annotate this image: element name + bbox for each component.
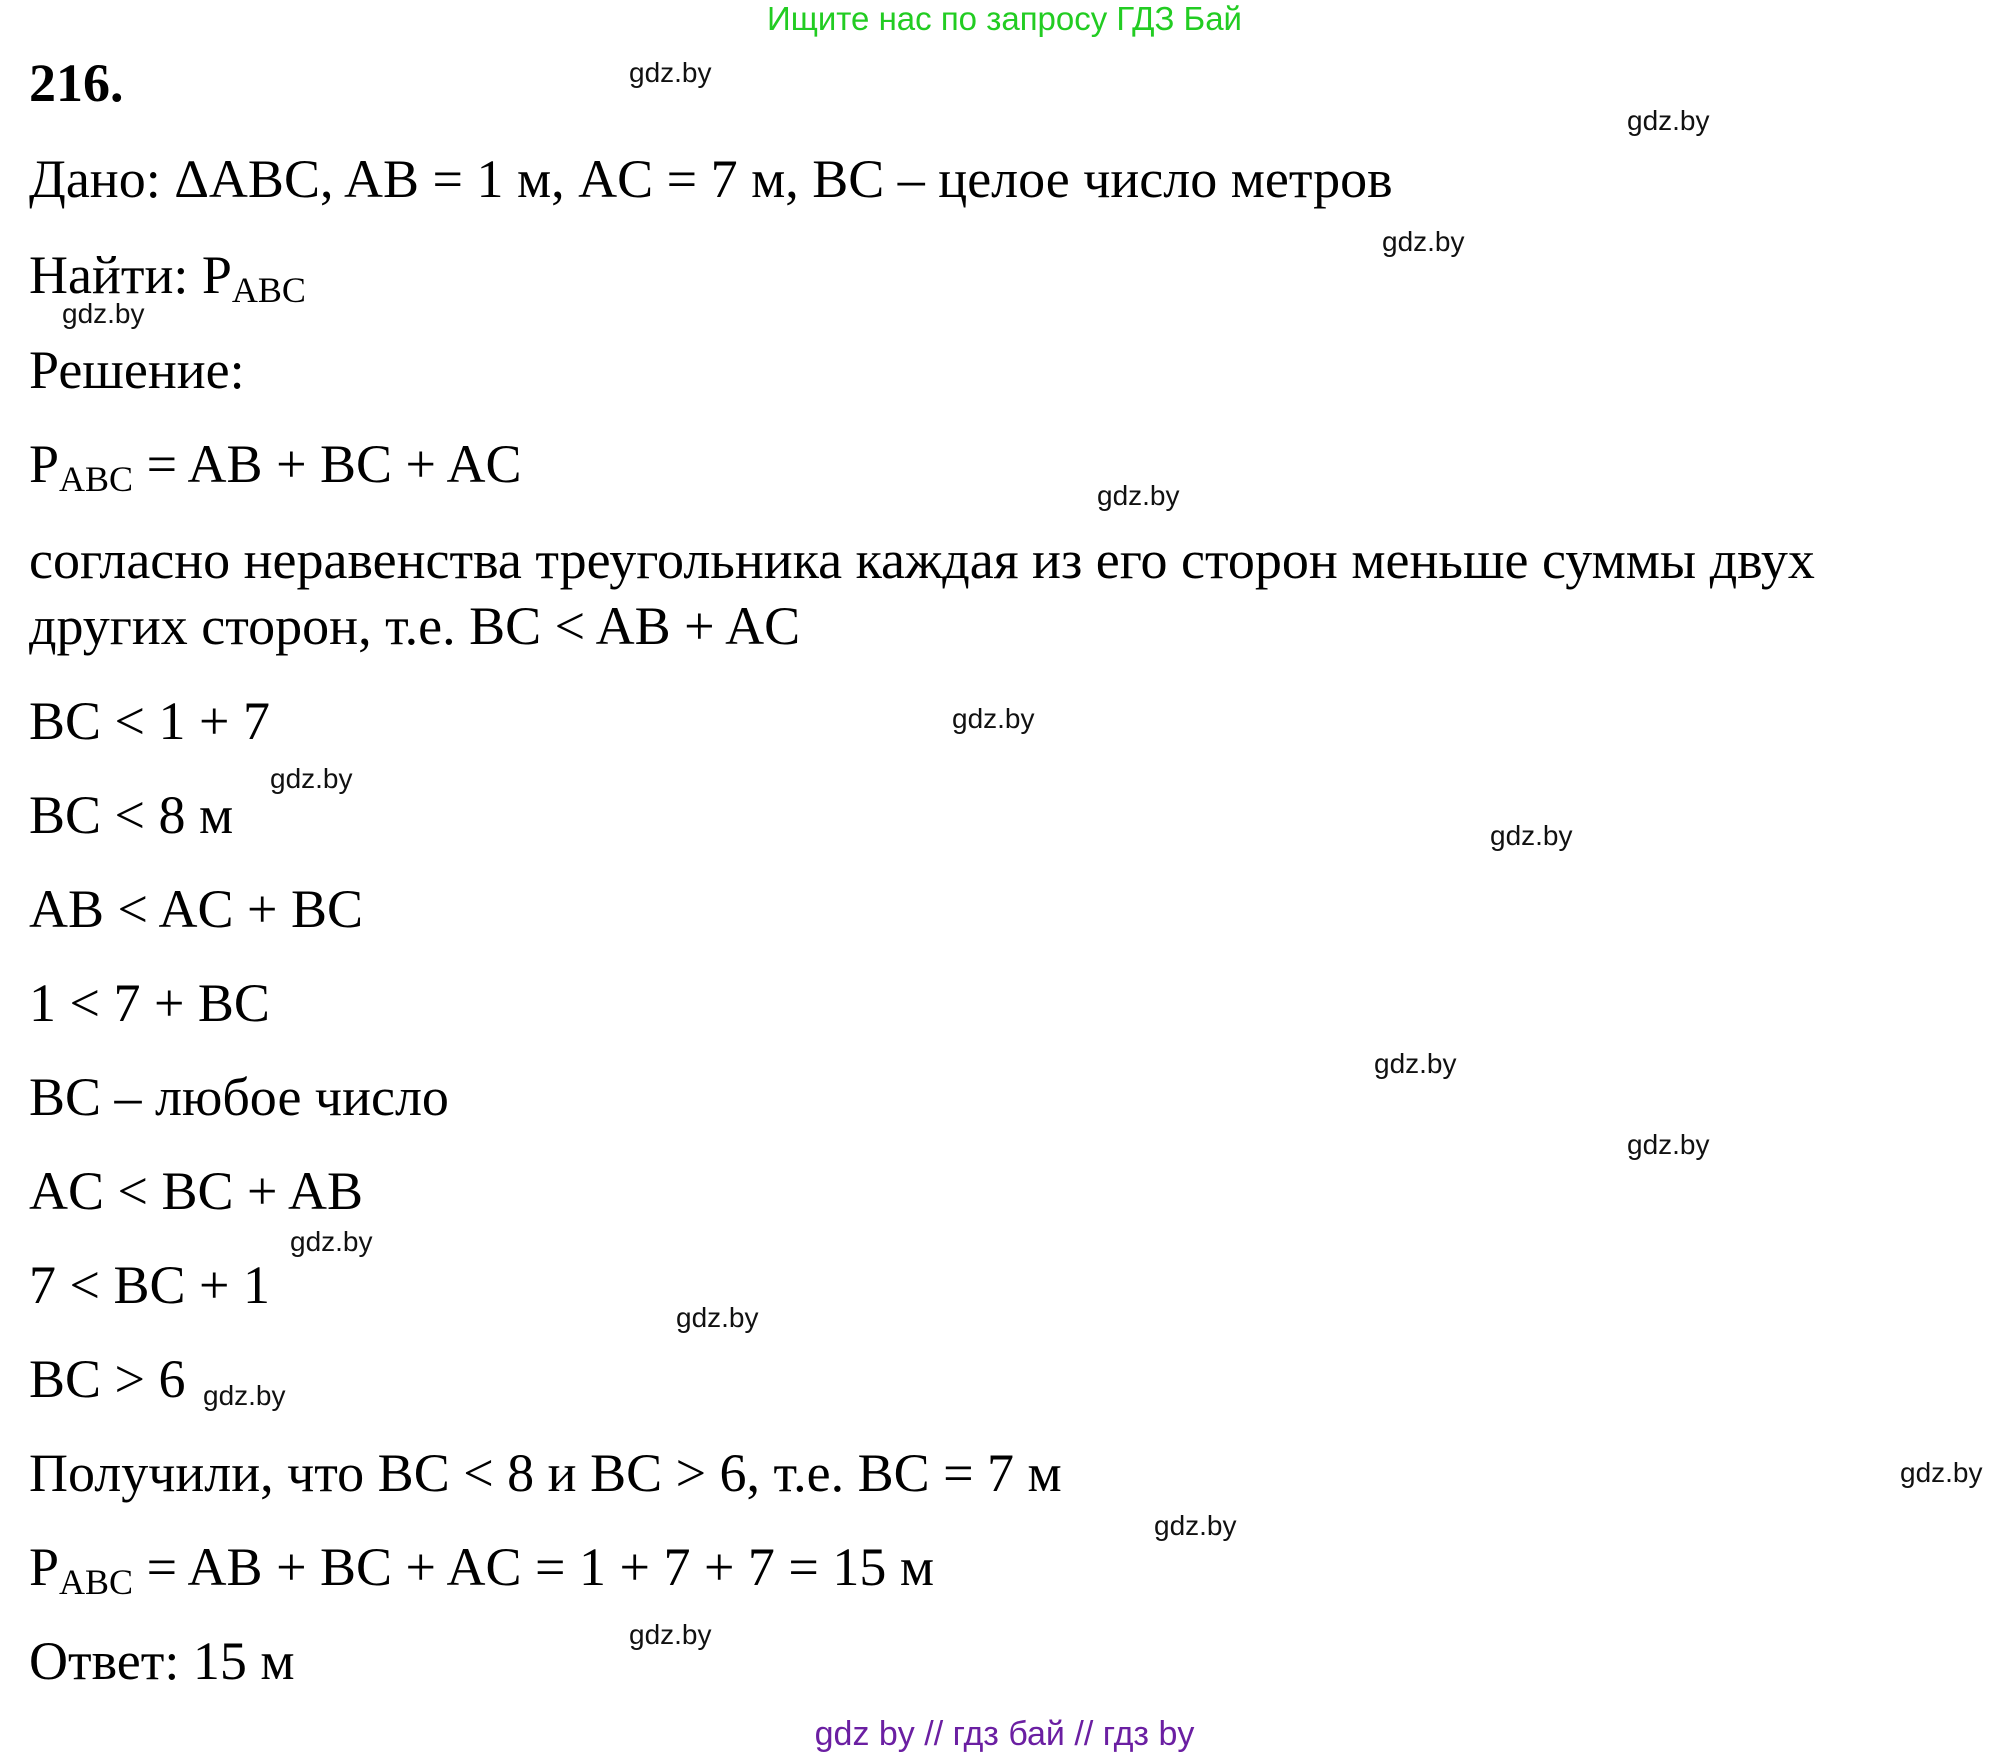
watermark: gdz.by xyxy=(270,763,353,794)
find-subscript: ABC xyxy=(231,270,306,310)
step-line: AB < AC + BC xyxy=(29,879,363,939)
answer-line: Ответ: 15 м xyxy=(29,1631,295,1691)
watermark: gdz.by xyxy=(1627,1129,1710,1160)
final-formula xyxy=(29,1535,934,1600)
final-p: P xyxy=(29,1537,60,1597)
step-line: BC < 8 м xyxy=(29,785,234,845)
footer-links[interactable]: gdz by // гдз бай // гдз by xyxy=(814,1715,1195,1753)
watermark: gdz.by xyxy=(629,57,712,88)
perimeter-p: P xyxy=(29,434,60,494)
perimeter-formula xyxy=(29,432,522,497)
problem-number: 216. xyxy=(29,53,124,113)
watermark: gdz.by xyxy=(203,1380,286,1411)
solution-label: Решение: xyxy=(29,340,245,400)
step-line: 1 < 7 + BC xyxy=(29,973,270,1033)
step-line: BC – любое число xyxy=(29,1067,449,1127)
conclusion-line: Получили, что BC < 8 и BC > 6, т.е. BC = 7 м xyxy=(29,1443,1062,1503)
watermark: gdz.by xyxy=(1097,480,1180,511)
step-line: BC > 6 xyxy=(29,1349,186,1409)
watermark: gdz.by xyxy=(1374,1048,1457,1079)
step-line: AC < BC + AB xyxy=(29,1161,363,1221)
watermark: gdz.by xyxy=(1154,1510,1237,1541)
final-subscript: ABC xyxy=(59,1562,134,1602)
step-line: 7 < BC + 1 xyxy=(29,1255,270,1315)
search-banner: Ищите нас по запросу ГДЗ Бай xyxy=(767,0,1242,37)
perimeter-subscript: ABC xyxy=(59,459,134,499)
watermark: gdz.by xyxy=(62,298,145,329)
find-text: Найти: P xyxy=(29,245,232,305)
step-line: BC < 1 + 7 xyxy=(29,691,270,751)
watermark: gdz.by xyxy=(1900,1457,1983,1488)
watermark: gdz.by xyxy=(1490,820,1573,851)
watermark: gdz.by xyxy=(1382,226,1465,257)
watermark: gdz.by xyxy=(1627,105,1710,136)
watermark: gdz.by xyxy=(629,1619,712,1650)
watermark: gdz.by xyxy=(952,703,1035,734)
final-rest: = AB + BC + AC = 1 + 7 + 7 = 15 м xyxy=(133,1537,935,1597)
perimeter-rest: = AB + BC + AC xyxy=(133,434,522,494)
watermark: gdz.by xyxy=(290,1226,373,1257)
inequality-text-line-1: согласно неравенства треугольника каждая из его сторон меньше суммы двух xyxy=(29,530,1815,590)
watermark: gdz.by xyxy=(676,1302,759,1333)
given-line: Дано: ΔABC, AB = 1 м, AC = 7 м, BC – целое число метров xyxy=(29,149,1393,209)
inequality-text-line-2: других сторон, т.е. BC < AB + AC xyxy=(29,596,801,656)
